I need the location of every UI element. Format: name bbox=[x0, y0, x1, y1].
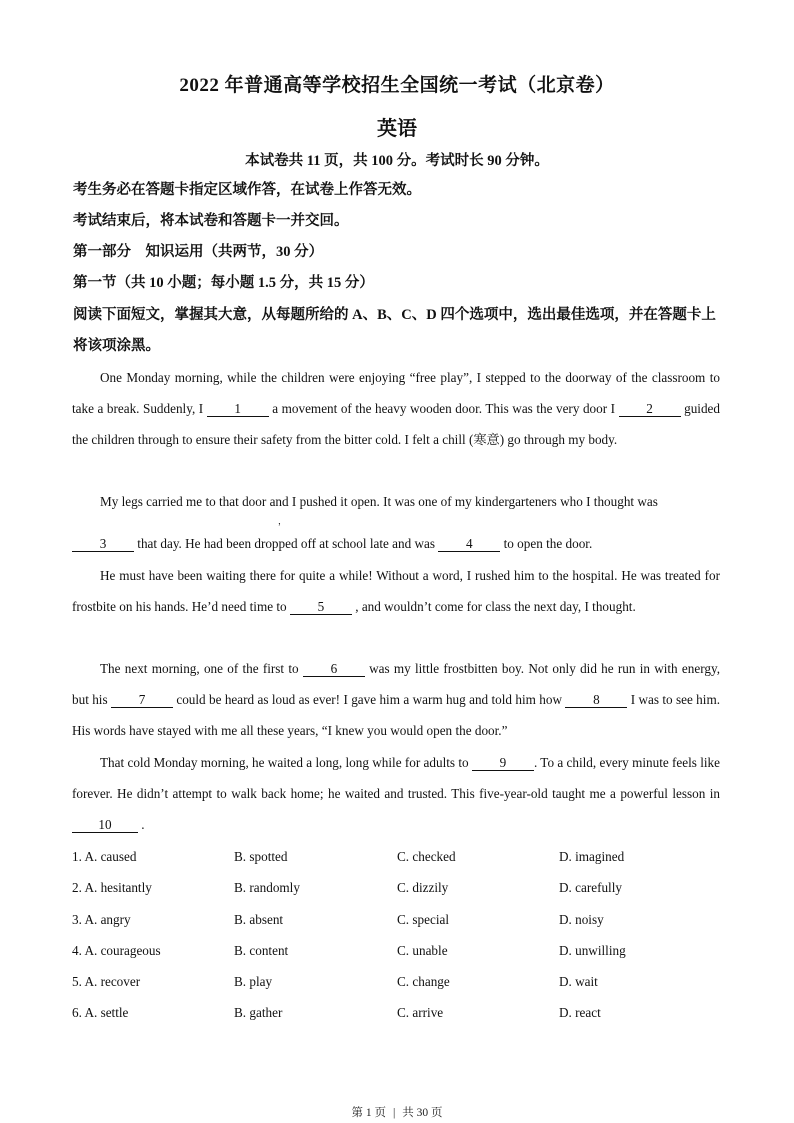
blank-8: 8 bbox=[565, 693, 627, 708]
blank-5: 5 bbox=[290, 600, 352, 615]
question-options bbox=[72, 841, 722, 1029]
blank-9: 9 bbox=[472, 756, 534, 771]
option-c: C. special bbox=[397, 911, 450, 927]
directions: 阅读下面短文，掌握其大意，从每题所给的 A、B、C、D 四个选项中，选出最佳选项，并在答题卡上将该项涂黑。 bbox=[73, 307, 716, 354]
passage-paragraph-4: The next morning, one of the first to 6 was my little frostbitten boy. Not only did he run in with energy, but his 7 could be heard as loud as ever! I gave him a warm hug and told him how 8 I was to see him. His words have stayed with me all these years, “I knew you would open the door.” bbox=[72, 661, 720, 738]
blank-10: 10 bbox=[72, 818, 138, 833]
question-2 bbox=[72, 872, 722, 903]
instruction-answer-area: 考生务必在答题卡指定区域作答，在试卷上作答无效。 bbox=[73, 182, 421, 198]
passage-paragraph-5: That cold Monday morning, he waited a long, long while for adults to 9 . To a child, every minute feels like forever. He didn’t attempt to walk back home; he waited and trusted. This five-year-old taught me a powerful lesson in 10 . bbox=[72, 755, 720, 832]
exam-title: 2022 年普通高等学校招生全国统一考试（北京卷） bbox=[179, 75, 615, 96]
passage-paragraph-3: He must have been waiting there for quite a while! Without a word, I rushed him to the hospital. He was treated for frostbite on his hands. He’d need time to 5 , and wouldn’t come for class the next day, I thought. bbox=[72, 568, 720, 614]
footer-separator: | bbox=[392, 1107, 396, 1119]
option-a: 4. A. courageous bbox=[72, 942, 161, 958]
blank-7: 7 bbox=[111, 693, 173, 708]
option-b: B. gather bbox=[234, 1005, 283, 1021]
page-footer bbox=[0, 1104, 794, 1120]
exam-info: 本试卷共 11 页，共 100 分。考试时长 90 分钟。 bbox=[245, 153, 549, 169]
question-6 bbox=[72, 997, 722, 1028]
option-c: C. change bbox=[397, 974, 450, 990]
option-b: B. spotted bbox=[234, 849, 288, 864]
option-a: 6. A. settle bbox=[72, 1005, 129, 1021]
option-c: C. arrive bbox=[397, 1005, 444, 1021]
total-pages: 共 30 页 bbox=[402, 1107, 443, 1119]
option-b: B. content bbox=[234, 942, 289, 958]
comma-mark: ， bbox=[278, 516, 288, 526]
option-a: 5. A. recover bbox=[72, 974, 141, 990]
instruction-submit: 考试结束后，将本试卷和答题卡一并交回。 bbox=[73, 213, 349, 229]
option-a: 3. A. angry bbox=[72, 911, 131, 927]
blank-2: 2 bbox=[619, 402, 681, 417]
passage-paragraph-2-cont: 3 that day. He had been dropped off at school late and was 4 to open the door. bbox=[72, 528, 720, 559]
option-a: 1. A. caused bbox=[72, 849, 137, 864]
page-number: 第 1 页 bbox=[351, 1107, 386, 1119]
blank-1: 1 bbox=[207, 402, 269, 417]
question-4 bbox=[72, 935, 722, 966]
blank-6: 6 bbox=[303, 662, 365, 677]
part-heading: 第一部分 知识运用（共两节，30 分） bbox=[73, 244, 324, 260]
option-d: D. wait bbox=[559, 974, 598, 990]
passage-paragraph-1: One Monday morning, while the children were enjoying “free play”, I stepped to the doorway of the classroom to take a break. Suddenly, I 1 a movement of the heavy wooden door. This was the very door I 2 guided the children through to ensure their safety from the bitter cold. I felt a chill (寒意) go through my body. bbox=[72, 370, 721, 447]
option-d: D. react bbox=[559, 1005, 601, 1021]
question-5 bbox=[72, 966, 722, 997]
option-b: B. play bbox=[234, 974, 273, 990]
question-3 bbox=[72, 904, 722, 935]
question-1 bbox=[72, 841, 722, 872]
option-a: 2. A. hesitantly bbox=[72, 880, 152, 896]
option-d: D. carefully bbox=[559, 880, 622, 896]
option-d: D. imagined bbox=[559, 849, 625, 864]
option-d: D. noisy bbox=[559, 911, 604, 927]
blank-4: 4 bbox=[438, 537, 500, 552]
section-heading: 第一节（共 10 小题；每小题 1.5 分，共 15 分） bbox=[73, 275, 374, 291]
option-b: B. randomly bbox=[234, 880, 300, 896]
option-c: C. dizzily bbox=[397, 880, 449, 896]
option-b: B. absent bbox=[234, 911, 284, 927]
option-d: D. unwilling bbox=[559, 942, 626, 958]
option-c: C. checked bbox=[397, 849, 456, 864]
blank-3: 3 bbox=[72, 537, 134, 552]
subject-heading: 英语 bbox=[377, 118, 417, 140]
option-c: C. unable bbox=[397, 942, 448, 958]
passage-paragraph-2: My legs carried me to that door and I pushed it open. It was one of my kindergarteners who I thought was bbox=[100, 494, 658, 509]
